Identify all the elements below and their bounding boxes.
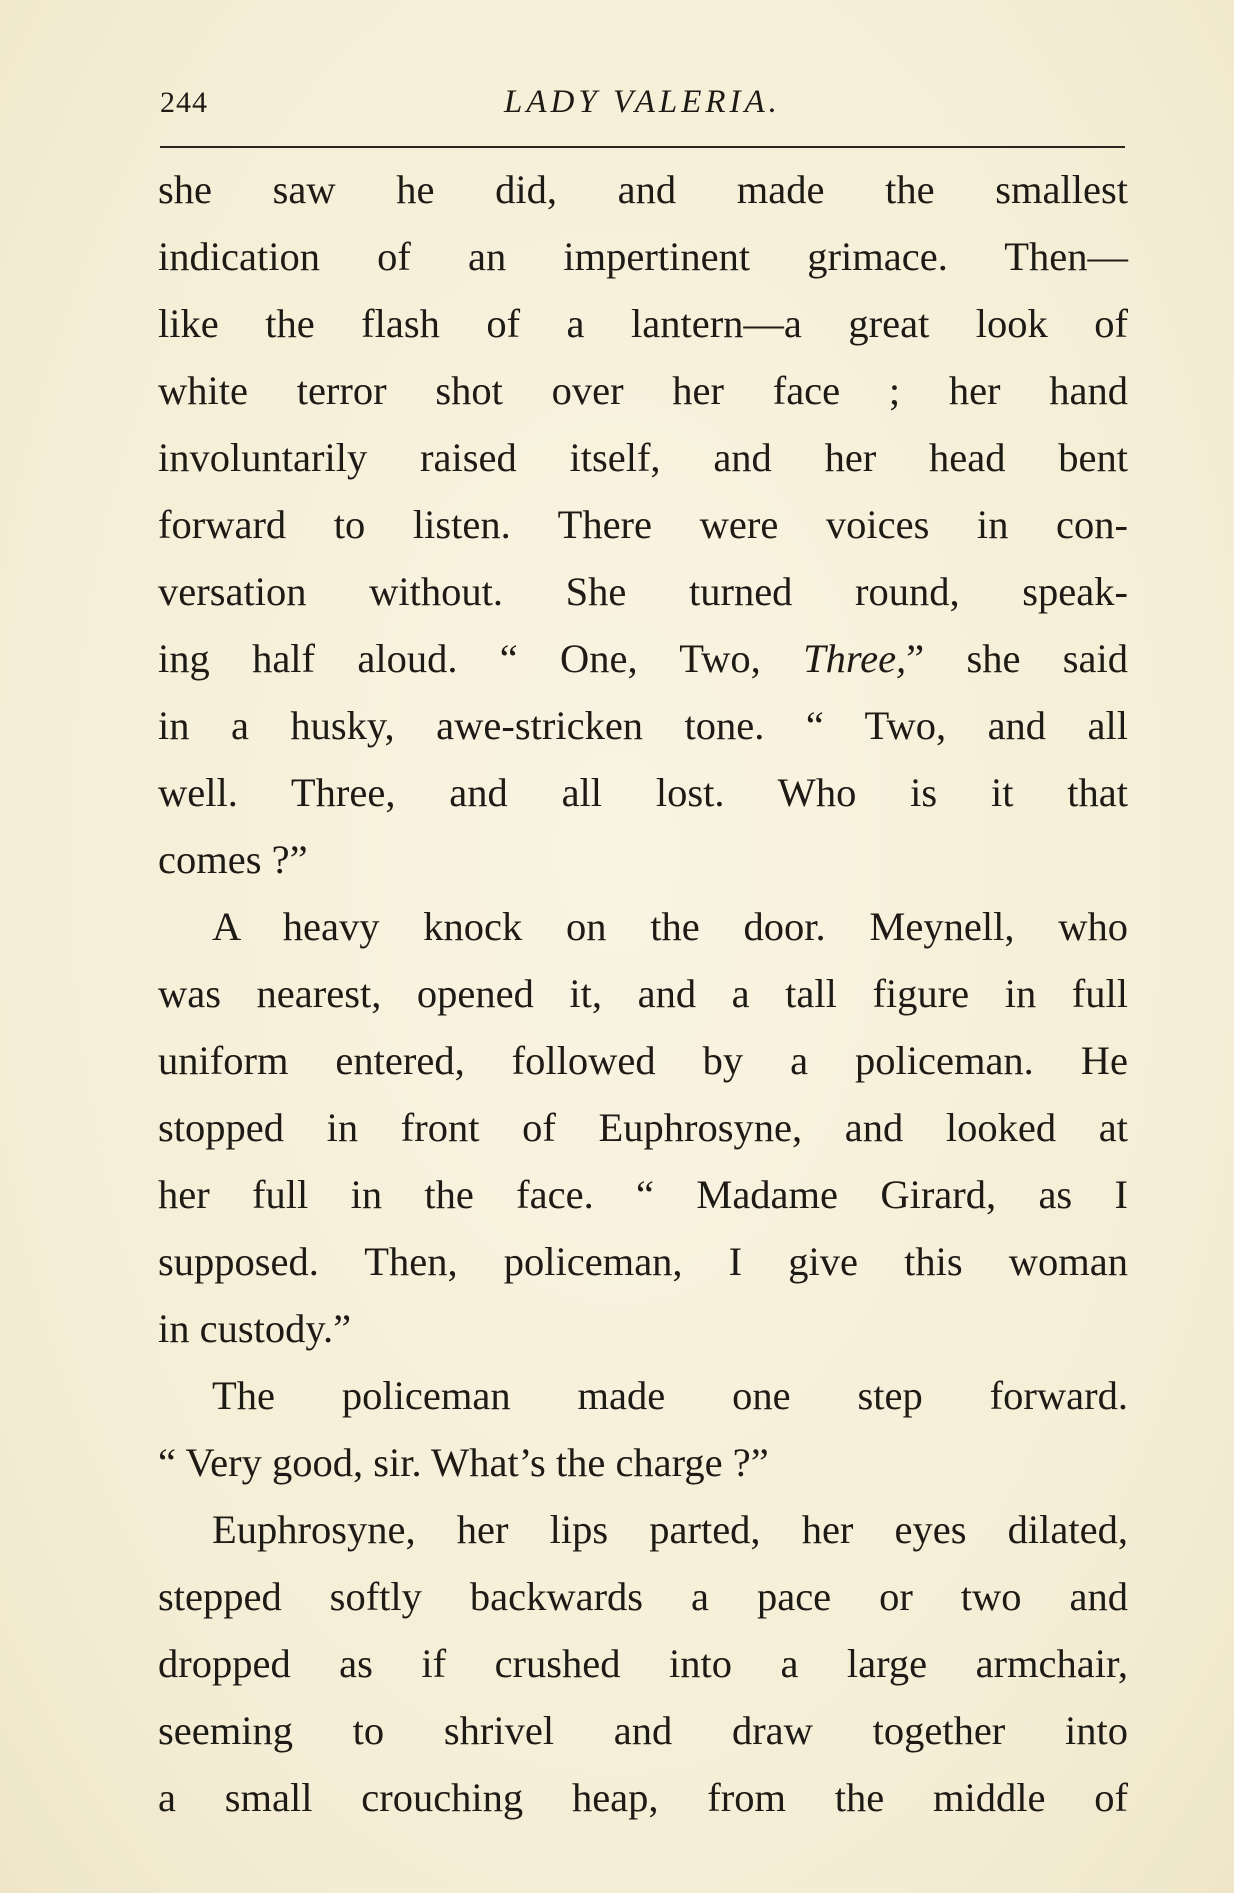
text-line: seeming to shrivel and draw together into bbox=[158, 1708, 1128, 1753]
text-line: Euphrosyne, her lips parted, her eyes dilated, bbox=[212, 1507, 1128, 1552]
text-line: The policeman made one step forward. bbox=[212, 1373, 1128, 1418]
text-line: forward to listen. There were voices in con- bbox=[158, 502, 1128, 547]
text-line: stepped softly backwards a pace or two and bbox=[158, 1574, 1128, 1619]
text-line: a small crouching heap, from the middle of bbox=[158, 1775, 1128, 1820]
text-segment: ing half aloud. “ One, Two, bbox=[158, 636, 761, 681]
text-line: versation without. She turned round, speak- bbox=[158, 569, 1128, 614]
text-line: was nearest, opened it, and a tall figure in full bbox=[158, 971, 1128, 1016]
text-line: she saw he did, and made the smallest bbox=[158, 167, 1128, 212]
text-segment: ” she said bbox=[906, 636, 1128, 681]
text-line: involuntarily raised itself, and her head bent bbox=[158, 435, 1128, 480]
header-rule bbox=[160, 146, 1125, 148]
text-line: in a husky, awe-stricken tone. “ Two, and all bbox=[158, 703, 1128, 748]
text-line: white terror shot over her face ; her hand bbox=[158, 368, 1128, 413]
text-line: A heavy knock on the door. Meynell, who bbox=[212, 904, 1128, 949]
text-line: “ Very good, sir. What’s the charge ?” bbox=[158, 1440, 769, 1485]
text-line: like the flash of a lantern—a great look of bbox=[158, 301, 1128, 346]
italic-word: Three, bbox=[803, 636, 907, 681]
text-line: in custody.” bbox=[158, 1306, 352, 1351]
body-text bbox=[158, 156, 1128, 1831]
running-title: LADY VALERIA. bbox=[504, 84, 781, 120]
text-line: well. Three, and all lost. Who is it that bbox=[158, 770, 1128, 815]
page-number: 244 bbox=[160, 86, 208, 119]
text-line: stopped in front of Euphrosyne, and looked at bbox=[158, 1105, 1128, 1150]
text-line-mixed bbox=[158, 625, 1128, 692]
text-line: comes ?” bbox=[158, 837, 308, 882]
text-line: her full in the face. “ Madame Girard, as I bbox=[158, 1172, 1128, 1217]
text-line: dropped as if crushed into a large armchair, bbox=[158, 1641, 1128, 1686]
page-header bbox=[160, 80, 1125, 140]
text-line: uniform entered, followed by a policeman. He bbox=[158, 1038, 1128, 1083]
text-line: indication of an impertinent grimace. Then— bbox=[158, 234, 1128, 279]
text-line: supposed. Then, policeman, I give this woman bbox=[158, 1239, 1128, 1284]
